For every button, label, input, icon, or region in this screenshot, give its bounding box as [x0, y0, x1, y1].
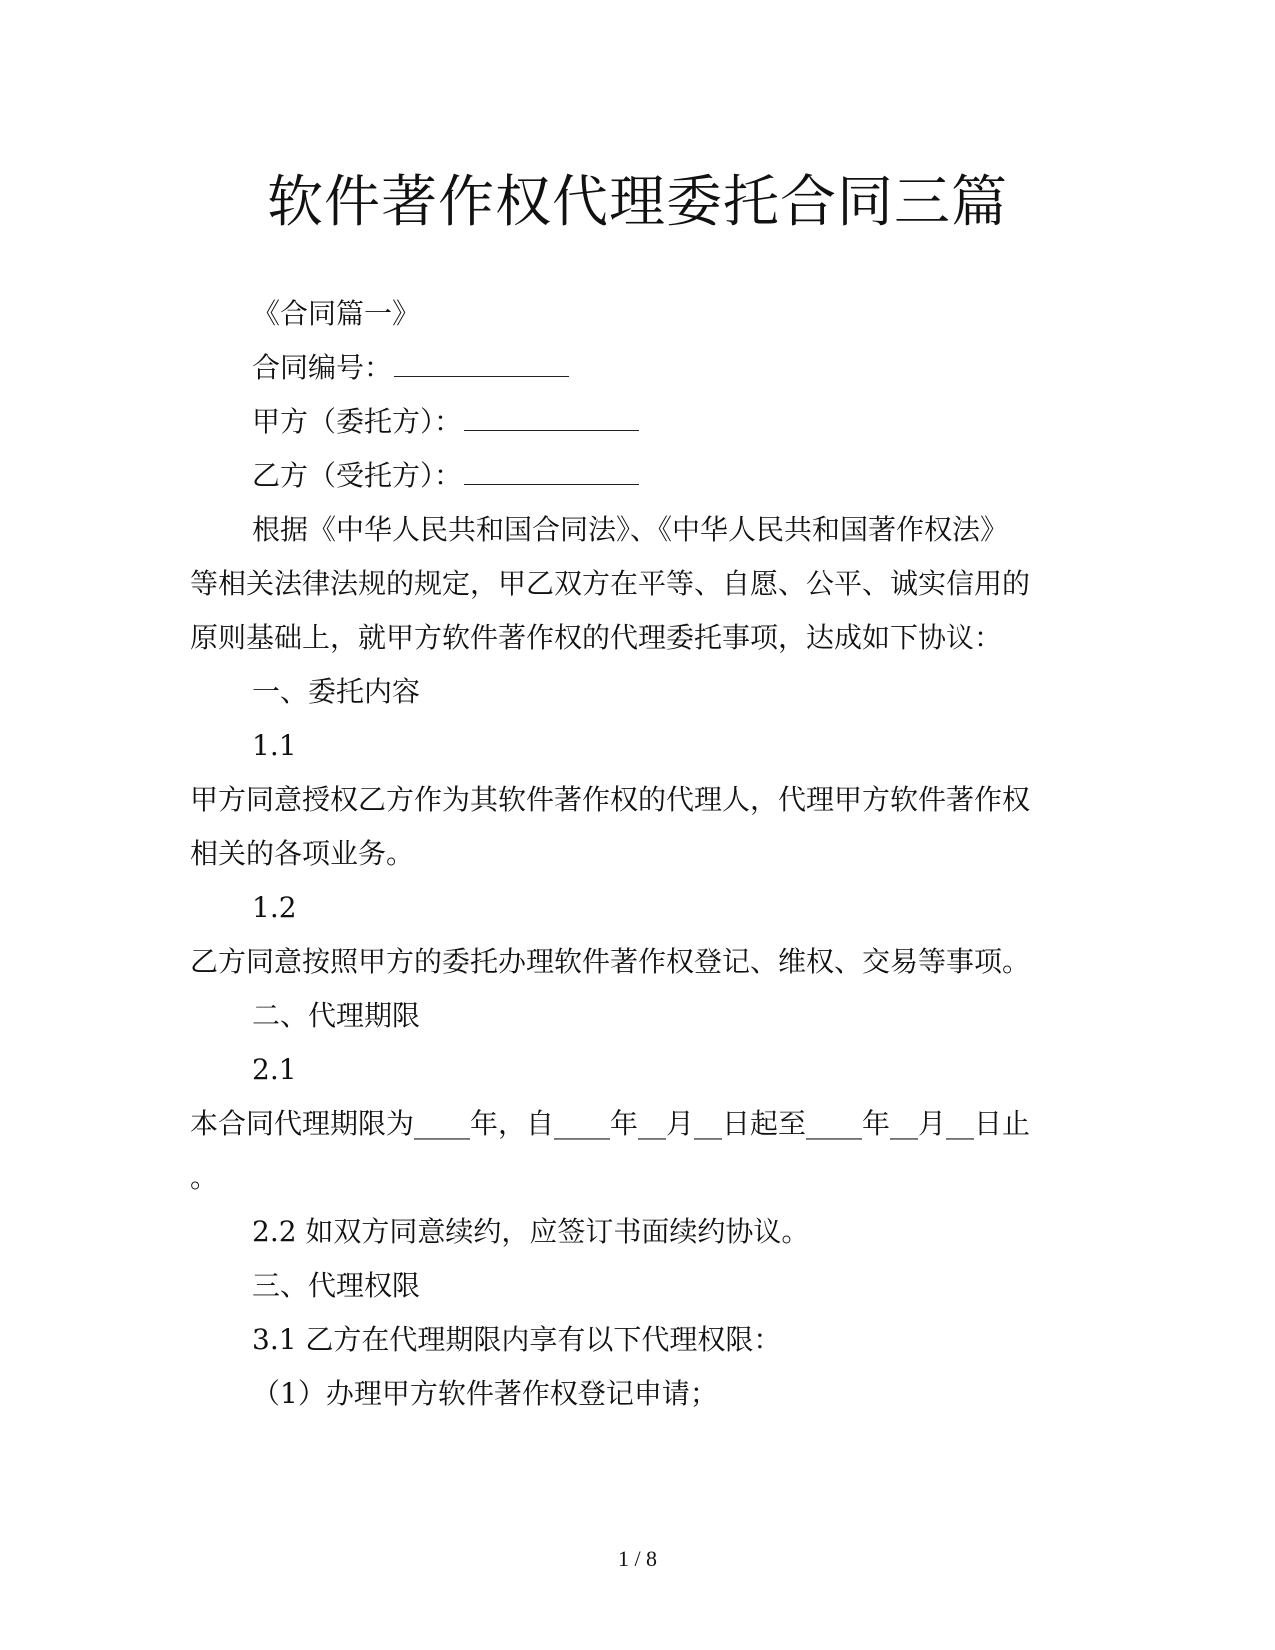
item-1-2-line-1: 乙方同意按照甲方的委托办理软件著作权登记、维权、交易等事项。 — [190, 945, 1031, 978]
party-a-blank — [464, 406, 639, 431]
item-1-1-line-2: 相关的各项业务。 — [190, 837, 415, 870]
item-2-1-number: 2.1 — [252, 1053, 297, 1086]
party-a-row — [252, 404, 1275, 440]
party-b-row — [252, 458, 1275, 494]
section-2-title: 二、代理期限 — [252, 999, 421, 1032]
document-title: 软件著作权代理委托合同三篇 — [267, 170, 1008, 235]
party-b-blank — [464, 460, 639, 485]
item-2-1-line-1: 本合同代理期限为____年，自____年__月__日起至____年__月__日止 — [190, 1107, 1031, 1140]
item-1-2-number: 1.2 — [252, 891, 297, 924]
page-number: 1 / 8 — [617, 1546, 658, 1571]
contract-number-row — [252, 350, 1275, 386]
item-3-1-1: （1）办理甲方软件著作权登记申请； — [252, 1377, 718, 1410]
intro-line-2: 等相关法律法规的规定，甲乙双方在平等、自愿、公平、诚实信用的 — [190, 567, 1031, 600]
contract-number-label: 合同编号： — [252, 351, 393, 384]
item-2-2: 2.2 如双方同意续约，应签订书面续约协议。 — [252, 1215, 810, 1248]
intro-line-1: 根据《中华人民共和国合同法》、《中华人民共和国著作权法》 — [252, 513, 1009, 546]
contract-number-blank — [394, 352, 569, 377]
item-3-1: 3.1 乙方在代理期限内享有以下代理权限： — [252, 1323, 782, 1356]
item-1-1-number: 1.1 — [252, 729, 297, 762]
section-1-title: 一、委托内容 — [252, 675, 421, 708]
item-2-1-line-2: 。 — [190, 1161, 219, 1194]
intro-line-3: 原则基础上，就甲方软件著作权的代理委托事项，达成如下协议： — [190, 621, 1003, 654]
party-b-label: 乙方（受托方）： — [252, 459, 463, 492]
section-3-title: 三、代理权限 — [252, 1269, 421, 1302]
party-a-label: 甲方（委托方）： — [252, 405, 463, 438]
item-1-1-line-1: 甲方同意授权乙方作为其软件著作权的代理人，代理甲方软件著作权 — [190, 783, 1031, 816]
section-heading: 《合同篇一》 — [252, 297, 421, 330]
